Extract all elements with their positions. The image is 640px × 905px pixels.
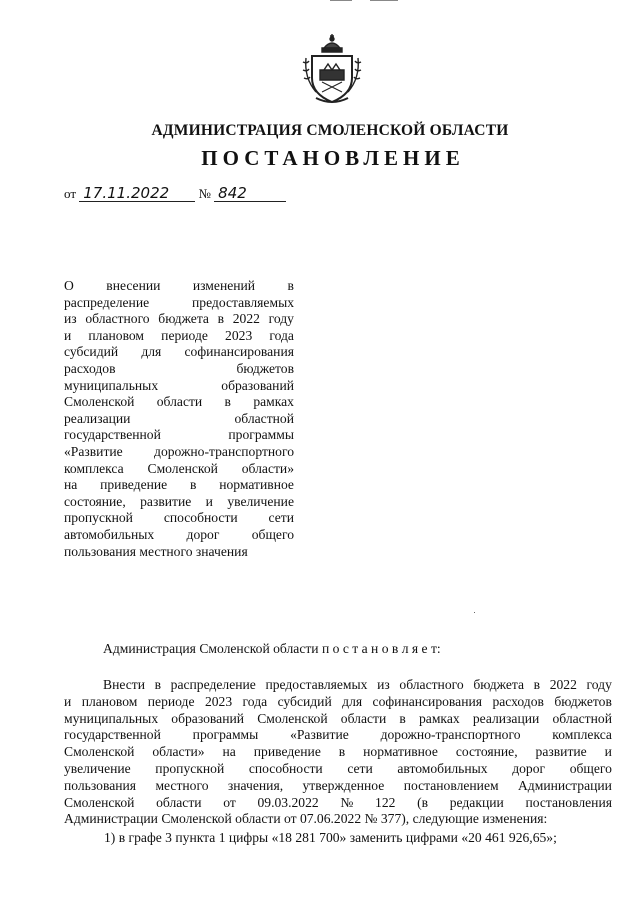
main-paragraph [64,677,612,828]
subject-line [64,444,294,461]
subject-line [64,544,294,561]
subject-word: бюджетов [236,360,294,376]
paragraph-word: 2022 [549,677,577,692]
paragraph-word: для [342,693,363,709]
subject-line [64,344,294,361]
subject-word: из [64,311,77,327]
paragraph-word: постановления [525,794,612,810]
paragraph-word: плановом [81,693,138,709]
paragraph-word: периоде [147,693,195,709]
subject-word: О [64,278,74,293]
subject-word: плановом [88,327,145,343]
paragraph-line [64,744,612,761]
paragraph-line [64,711,612,728]
paragraph-word: постановлением [403,777,499,793]
subject-line [64,378,294,395]
subject-word: общего [251,526,294,542]
subject-word: дорог [186,526,220,542]
subject-word: пропускной [64,510,133,526]
paragraph-word: субсидий [277,693,332,709]
preamble: Администрация Смоленской области п о с т а н о в л я е т: [103,641,441,656]
paragraph-word: Смоленской [257,710,328,726]
paragraph-word: местного [155,777,209,793]
paragraph-word: реализации [472,710,540,726]
paragraph-word: областной [552,710,612,726]
subject-word: Смоленской [147,460,218,476]
handwritten-number: 842 [214,186,286,202]
paragraph-word: 09.03.2022 [257,794,319,810]
paragraph-word: в [338,744,346,760]
paragraph-word: Администрации Смоленской области от 07.06.2022 № 377), следующие изменения: [64,811,548,827]
subject-word: автомобильных [64,526,155,542]
paragraph-line [64,677,612,694]
paragraph-word: рамках [419,710,460,726]
paragraph-word: способности [248,760,323,776]
subject-word: субсидий [64,344,119,360]
subject-word: предоставляемых [192,294,294,310]
subject-word: пользования местного значения [64,543,248,559]
subject-word: софинансирования [184,344,294,360]
subject-line [64,361,294,378]
paragraph-word: программы [192,727,259,743]
paragraph-word: области [156,794,202,810]
paragraph-word: областного [399,677,464,692]
subject-word: образований [221,377,294,393]
subject-word: Смоленской [64,394,135,410]
paragraph-word: общего [569,760,612,776]
subject-word: 2022 [232,311,260,327]
subject-block [64,278,294,560]
scan-speck [474,612,475,613]
subject-word: государственной [64,427,161,443]
subject-line [64,394,294,411]
subject-word: на [64,477,78,493]
coat-of-arms-emblem [298,32,366,106]
subject-word: состояние, [64,493,126,509]
subject-word: приведение [100,477,168,493]
paragraph-word: бюджетов [554,693,612,709]
date-prefix: от [64,186,77,201]
paragraph-word: развитие [535,744,587,760]
subject-line [64,494,294,511]
paragraph-word: дорожно-транспортного [380,727,521,743]
paragraph-word: года [242,693,268,709]
subject-line [64,461,294,478]
subject-line [64,328,294,345]
paragraph-word: Смоленской [64,744,135,760]
subject-word: внесении [106,278,161,293]
paragraph-word: приведение [253,744,321,760]
subject-word: «Развитие [64,443,123,459]
paragraph-word: из [377,677,390,692]
subject-line [64,278,294,295]
subject-word: областной [234,410,294,426]
subject-word: нормативное [219,477,294,493]
paragraph-word: 2023 [204,693,233,709]
handwritten-date: 17.11.2022 [79,186,195,202]
subject-word: и [64,327,72,343]
paragraph-word: и [64,693,72,709]
subject-word: для [141,344,162,360]
subject-word: области» [241,460,294,476]
paragraph-word: Внести [103,677,145,692]
paragraph-word: области [340,710,387,726]
paragraph-word: на [222,744,236,760]
subject-word: году [268,311,294,327]
paragraph-word: предоставляемых [265,677,368,692]
subject-word: областного [85,311,150,327]
paragraph-word: «Развитие [290,727,349,743]
subject-word: 2023 [225,327,253,343]
paragraph-word: муниципальных [64,710,159,726]
number-prefix: № [198,186,211,201]
top-edge-marks [330,0,400,2]
subject-word: рамках [253,394,294,410]
subject-word: бюджета [158,311,209,327]
paragraph-word: Смоленской [64,794,135,810]
subject-word: развитие [140,493,192,509]
paragraph-word: государственной [64,727,161,743]
subject-word: в [217,311,225,327]
paragraph-word: и [604,744,612,760]
paragraph-word: увеличение [64,760,131,776]
paragraph-word: в [154,677,162,692]
subject-word: и [205,493,213,509]
paragraph-word: бюджета [473,677,524,692]
paragraph-word: редакции [449,794,504,810]
subject-word: периоде [161,327,208,343]
paragraph-line [64,694,612,711]
paragraph-word: сети [347,760,373,776]
subject-word: в [224,394,231,410]
subject-line [64,427,294,444]
paragraph-word: 122 [375,794,396,810]
paragraph-word: в [399,710,406,726]
paragraph-word: комплекса [552,727,612,743]
paragraph-line [64,761,612,778]
amendment-item-1: 1) в графе 3 пункта 1 цифры «18 281 700» заменить цифрами «20 461 926,65»; [104,830,557,845]
paragraph-word: нормативное [363,744,438,760]
subject-word: изменений [192,278,256,293]
subject-line [64,311,294,328]
paragraph-word: от [223,794,236,810]
paragraph-word: в [533,677,541,692]
subject-word: года [269,327,294,343]
paragraph-word: пользования [64,777,137,793]
paragraph-word: области» [152,744,205,760]
paragraph-line [64,811,612,828]
paragraph-word: дорог [512,760,546,776]
subject-word: реализации [64,410,131,426]
paragraph-word: состояние, [455,744,518,760]
subject-word: сети [268,510,294,526]
subject-word: расходов [64,360,116,376]
subject-line [64,527,294,544]
subject-word: программы [228,427,294,443]
paragraph-word: софинансирования [372,693,483,709]
subject-word: дорожно-транспортного [154,443,294,459]
subject-line [64,295,294,312]
subject-line [64,411,294,428]
paragraph-word: образований [171,710,245,726]
date-number-line [64,186,286,202]
paragraph-word: автомобильных [397,760,488,776]
paragraph-line [64,727,612,744]
paragraph-word: значения, [227,777,284,793]
subject-word: муниципальных [64,377,159,393]
subject-word: в [189,477,197,493]
subject-word: распределение [64,294,150,310]
subject-word: области [156,394,203,410]
paragraph-word: (в [417,794,429,810]
paragraph-word: расходов [492,693,544,709]
paragraph-line [64,778,612,795]
paragraph-word: № [340,794,354,810]
paragraph-line [64,795,612,812]
subject-line [64,477,294,494]
paragraph-word: распределение [170,677,256,692]
paragraph-word: Администрации [517,777,612,793]
subject-word: способности [163,510,238,526]
subject-word: увеличение [227,493,294,509]
paragraph-word: году [586,677,612,692]
subject-line [64,510,294,527]
document-type: ПОСТАНОВЛЕНИЕ [201,146,465,170]
paragraph-word: утвержденное [302,777,385,793]
paragraph-word: пропускной [155,760,225,776]
subject-word: в [287,278,294,293]
subject-word: комплекса [64,460,124,476]
organization-name: АДМИНИСТРАЦИЯ СМОЛЕНСКОЙ ОБЛАСТИ [151,122,509,139]
